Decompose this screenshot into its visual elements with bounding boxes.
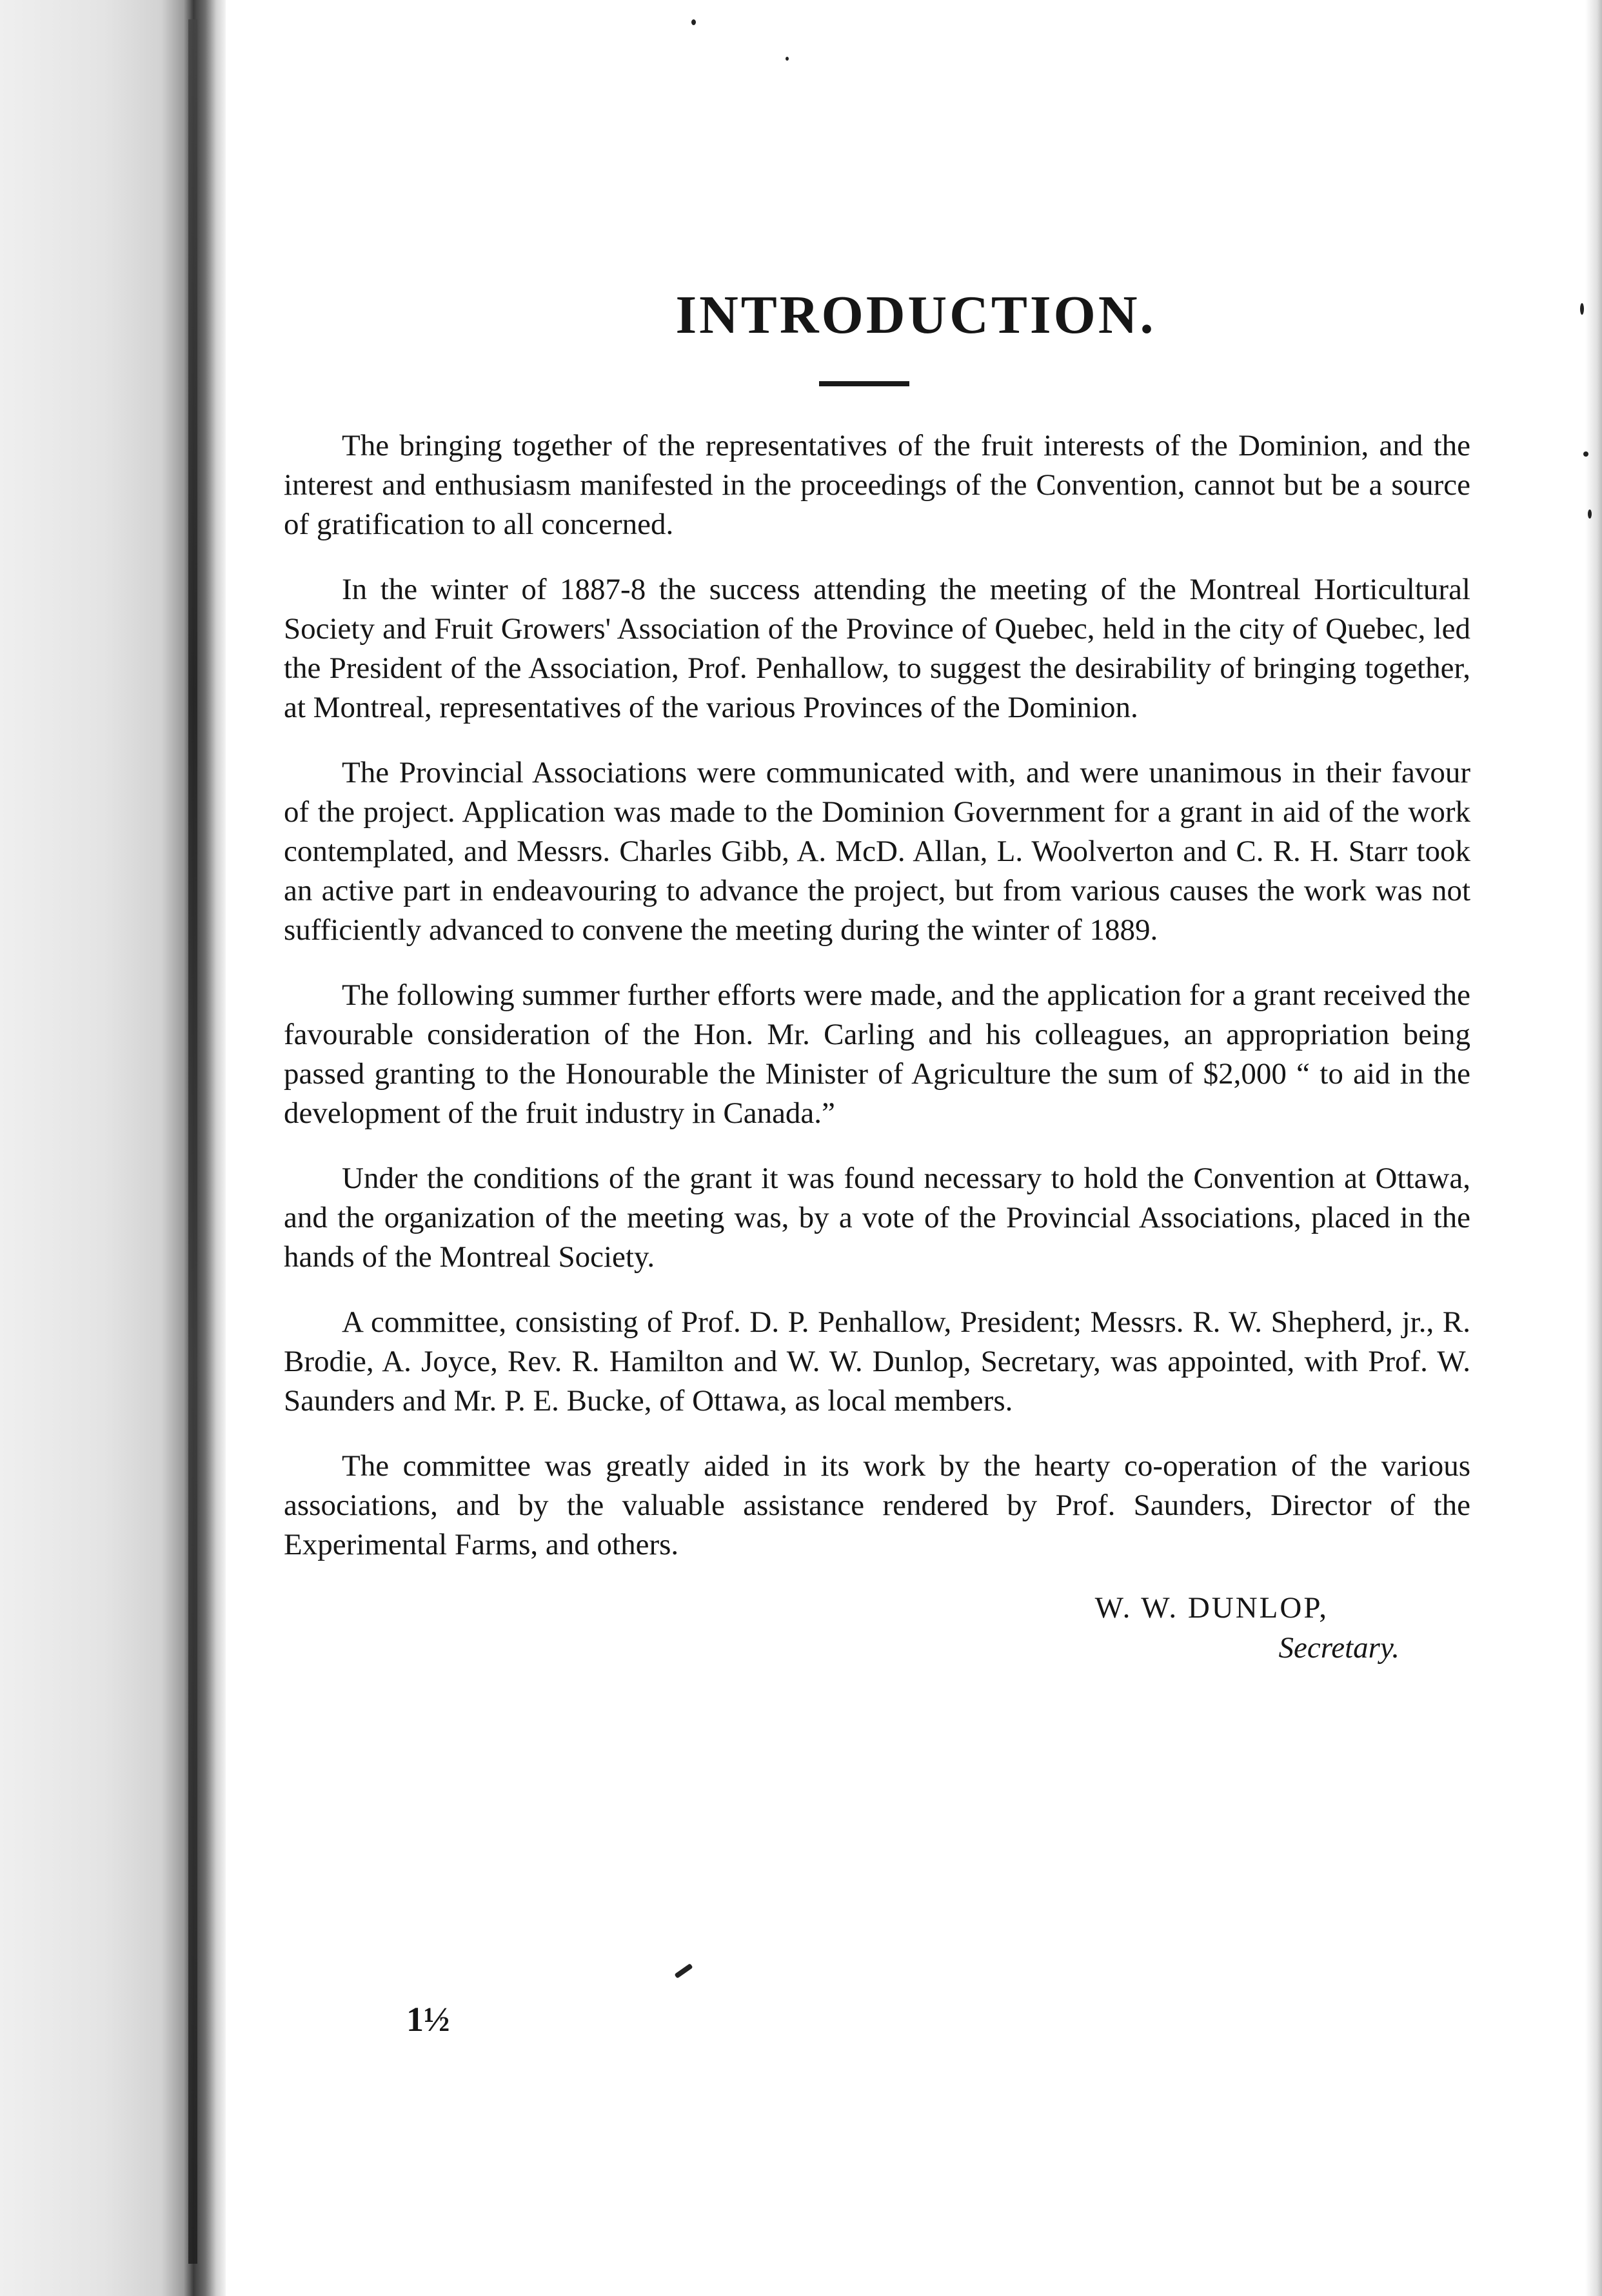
scan-speck — [786, 57, 789, 61]
paragraph-5: Under the conditions of the grant it was found necessary to hold the Convention at Ottawa, and the organization of the meeting was, by a vote of the Provincial Associations, placed in the hands of the Montreal Society. — [284, 1162, 1470, 1274]
scan-speck — [1583, 451, 1588, 457]
signature-role: Secretary. — [1278, 1631, 1399, 1665]
paragraph-2: In the winter of 1887-8 the success attending the meeting of the Montreal Horticultural Society and Fruit Growers' Association of the Province of Quebec, held in the city of Quebec, led the President of the Association, Prof. Penhallow, to suggest the desirability of bringing together, at Montreal, representatives of the various Provinces of the Dominion. — [284, 573, 1470, 724]
signature-name: W. W. DUNLOP, — [1094, 1591, 1329, 1625]
pencil-mark — [674, 1963, 693, 1979]
binding-shadow — [188, 19, 197, 2264]
paragraph-7: The committee was greatly aided in its work by the hearty co-operation of the various associations, and by the valuable assistance rendered by Prof. Saunders, Director of the Experimental Farms, and others. — [284, 1449, 1470, 1561]
page-title: INTRODUCTION. — [675, 285, 1156, 345]
paragraph-3: The Provincial Associations were communicated with, and were unanimous in their favour of the project. Application was made to the Dominion Government for a grant in aid of the work contemplated, and Messrs. Charles Gibb, A. McD. Allan, L. Woolverton and C. R. H. Starr took an active part in endeavouring to advance the project, but from various causes the work was not sufficiently advanced to convene the meeting during the winter of 1889. — [284, 756, 1470, 947]
scan-speck — [691, 19, 696, 25]
paragraph-6: A committee, consisting of Prof. D. P. Penhallow, President; Messrs. R. W. Shepherd, jr., R. Brodie, A. Joyce, Rev. R. Hamilton and W. W. Dunlop, Secretary, was appointed, with Prof. W. Saunders and Mr. P. E. Bucke, of Ottawa, as local members. — [284, 1305, 1470, 1418]
title-rule — [819, 381, 909, 386]
scan-speck — [1588, 510, 1592, 519]
paragraph-4: The following summer further efforts were made, and the application for a grant received the favourable consideration of the Hon. Mr. Carling and his colleagues, an appropriation being passed granting to the Honourable the Minister of Agriculture the sum of $2,000 “ to aid in the development of the fruit industry in Canada.” — [284, 978, 1470, 1130]
scan-speck — [1580, 303, 1584, 315]
paragraph-1: The bringing together of the representatives of the fruit interests of the Dominion, and the interest and enthusiasm manifested in the proceedings of the Convention, cannot but be a source of gratification to all concerned. — [284, 429, 1470, 541]
document-page — [284, 284, 1470, 1665]
folio-number: 1½ — [406, 2000, 450, 2039]
page-right-edge — [1585, 0, 1602, 2296]
